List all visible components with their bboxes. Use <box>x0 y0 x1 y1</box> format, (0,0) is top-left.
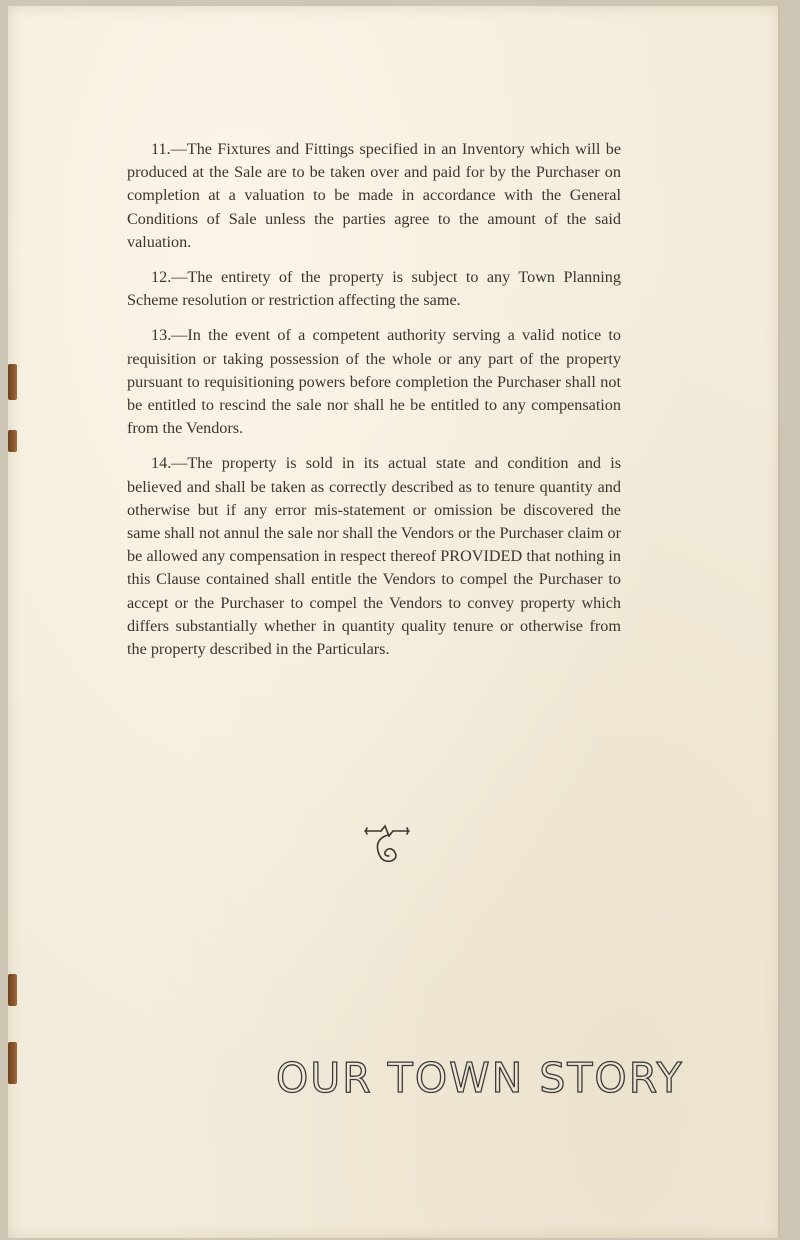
clause-text: —The entirety of the property is subject to any Town Planning Scheme resolution or restriction affecting the same. <box>127 268 621 310</box>
page-edge <box>778 6 780 1238</box>
clause-13 <box>127 324 621 440</box>
clause-number: 11. <box>151 140 171 158</box>
binding-stain <box>8 430 17 452</box>
clause-14 <box>127 452 621 661</box>
clause-11 <box>127 138 621 254</box>
binding-stain <box>8 364 17 400</box>
watermark-text: OUR TOWN STORY <box>276 1054 684 1102</box>
watermark-logo <box>270 1050 684 1102</box>
clause-number: 13. <box>151 326 172 345</box>
scroll-ornament-icon <box>361 821 413 869</box>
clause-text: —The Fixtures and Fittings specified in an Inventory which will be produced at the Sale are to be taken over and paid for by the Purchaser on completion at a valuation to be made in accordance with the General Conditions of Sale unless the parties agree to the amount of the said valuation. <box>127 140 621 251</box>
clause-number: 12. <box>151 268 172 287</box>
document-page <box>8 6 780 1238</box>
clause-text: —In the event of a competent authority serving a valid notice to requisition or taking possession of the whole or any part of the property pursuant to requisitioning powers before completion the Purchaser shall not be entitled to rescind the sale nor shall he be entitled to any compensation from the Vendors. <box>127 326 621 438</box>
clause-text: —The property is sold in its actual state and condition and is believed and shall be taken as correctly described as to tenure quantity and otherwise but if any error mis-statement or omission be discovered the same shall not annul the sale nor shall the Vendors or the Purchaser claim or be allowed any compensation in respect thereof PROVIDED that nothing in this Clause contained shall entitle the Vendors to compel the Purchaser to accept or the Purchaser to compel the Vendors to convey property which differs substantially whether in quantity quality tenure or otherwise from the property described in the Particulars. <box>127 454 621 659</box>
binding-stain <box>8 974 17 1006</box>
clause-number: 14. <box>151 454 172 473</box>
clause-12 <box>127 266 621 312</box>
conditions-of-sale <box>127 138 621 673</box>
binding-stain <box>8 1042 17 1084</box>
